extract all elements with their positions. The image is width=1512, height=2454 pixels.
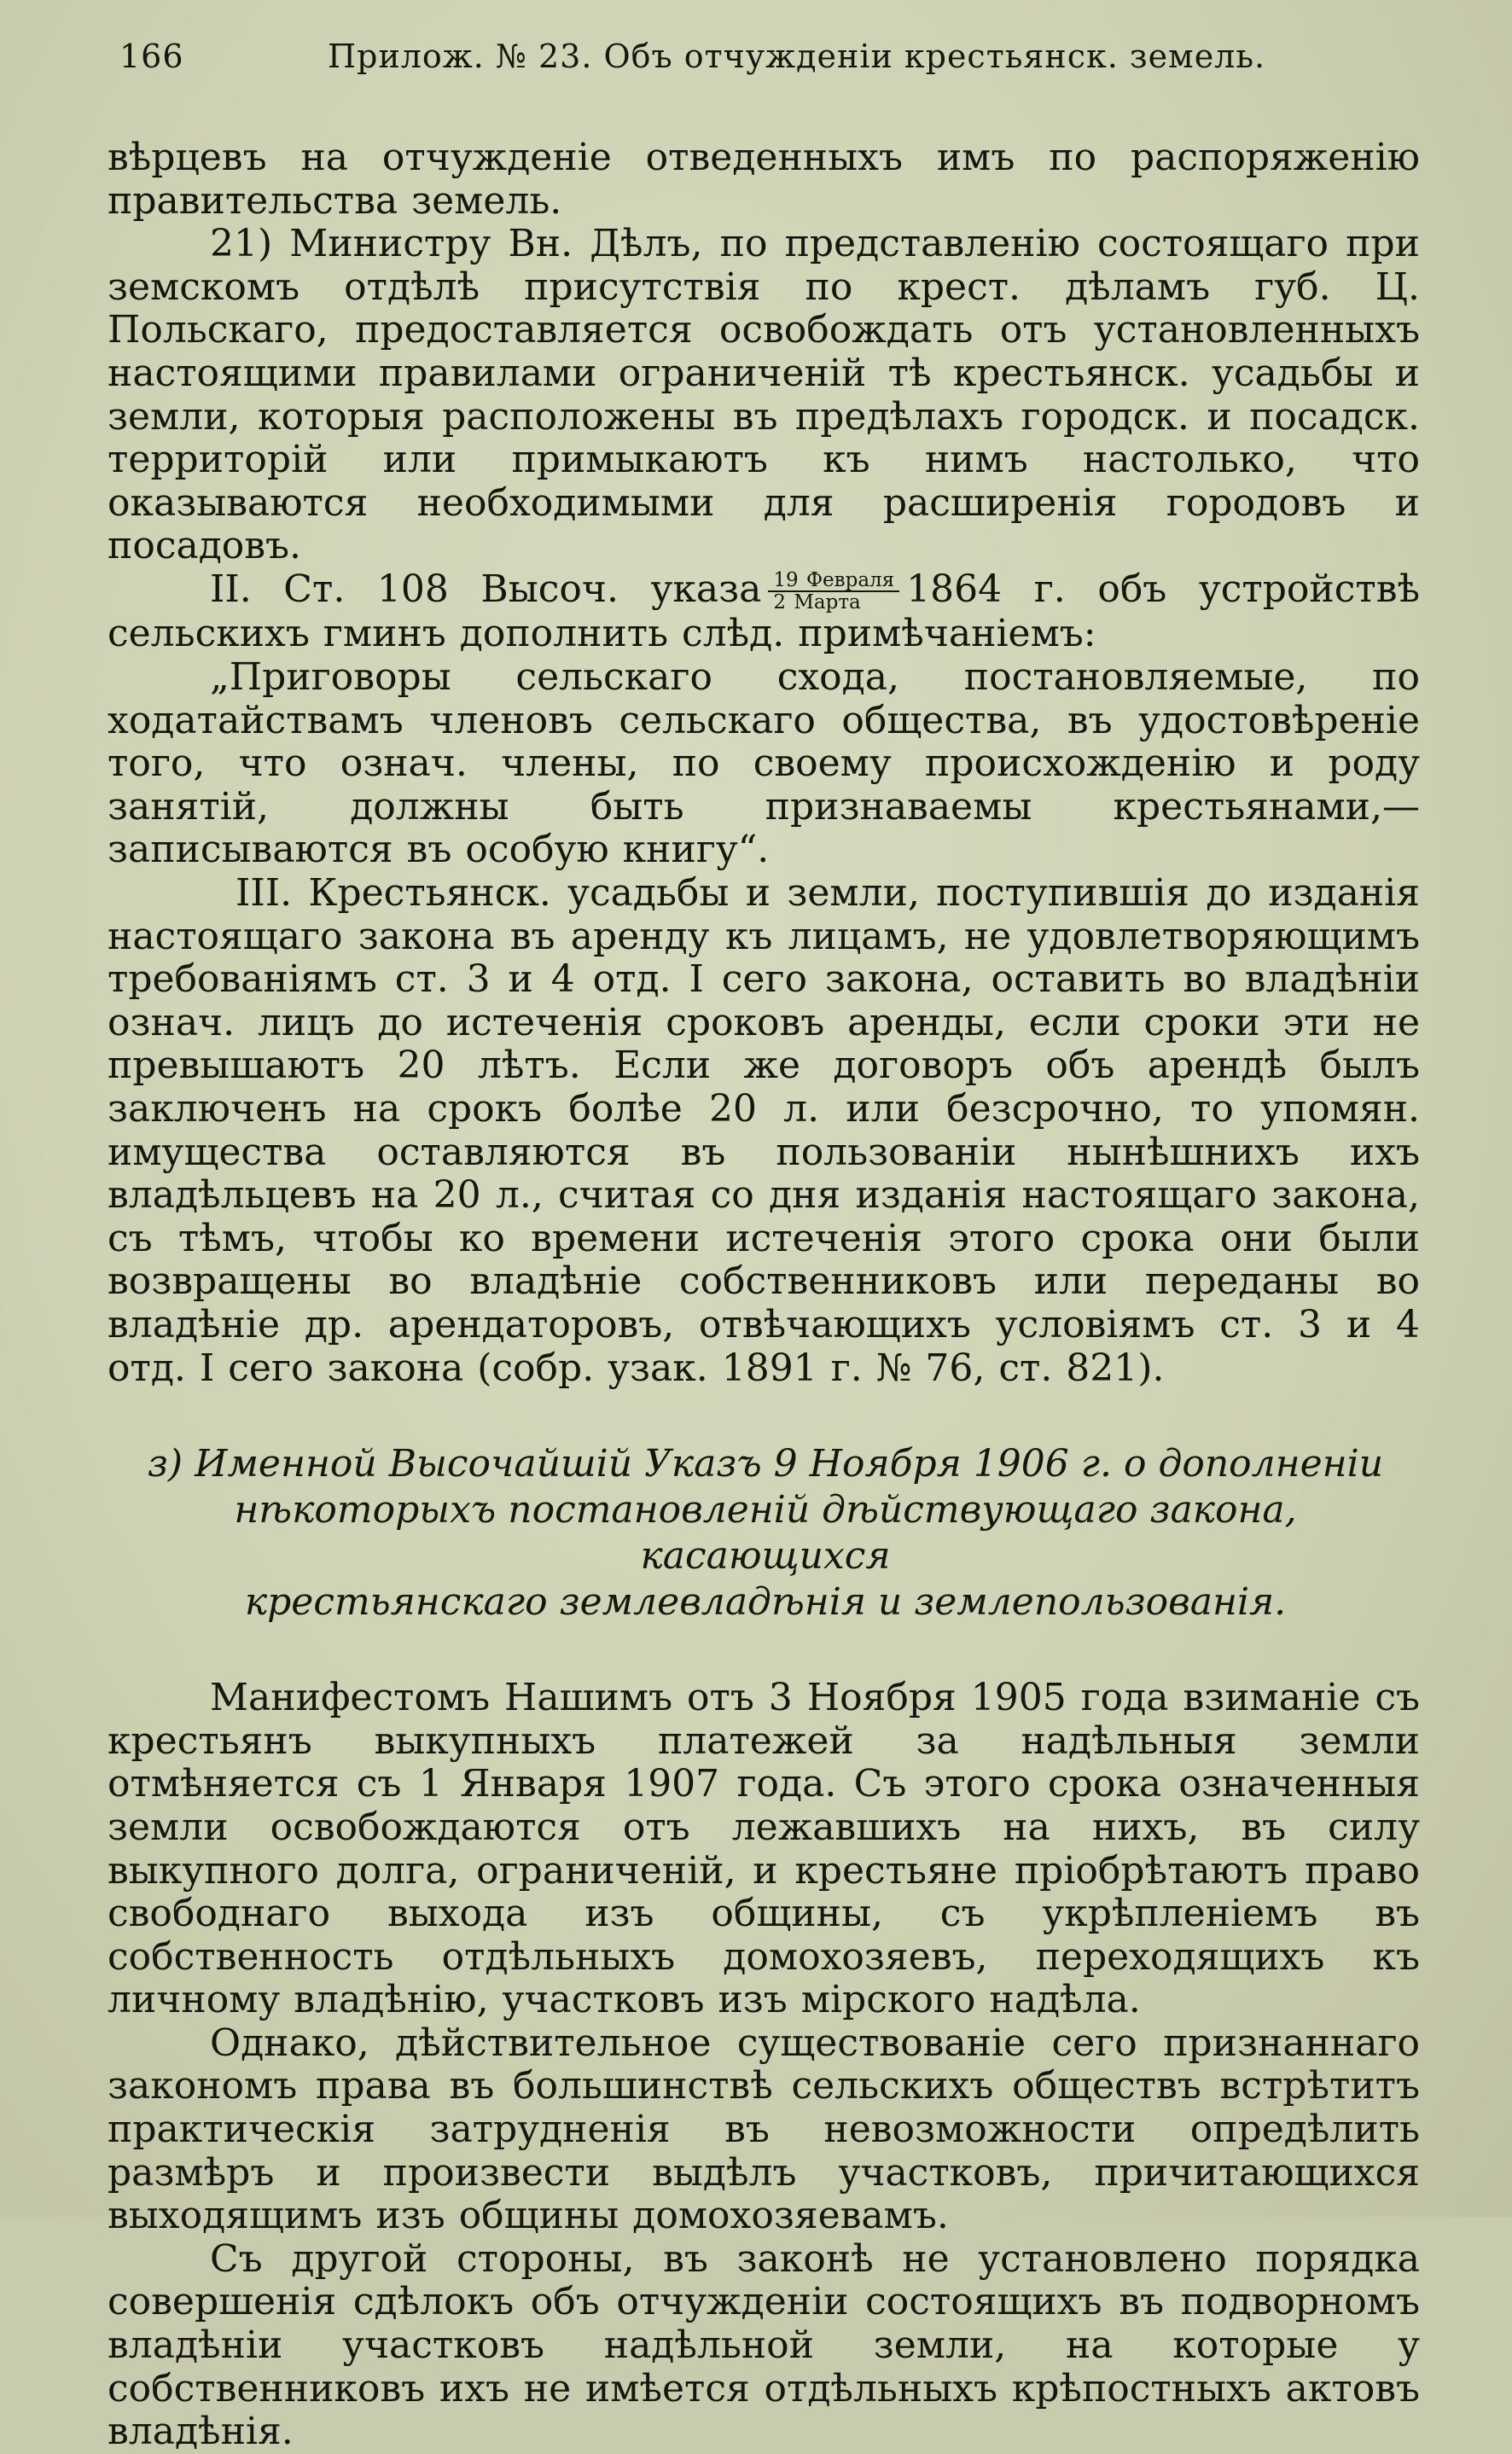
running-header xyxy=(119,38,1324,80)
page-body xyxy=(108,137,1420,2454)
paragraph-item-3: III. Крестьянск. усадьбы и земли, поступившія до изданія настоящаго закона въ аренду къ лицамъ, не удовлетворяющимъ требованіямъ ст. 3 и 4 отд. I сего закона, оставить во владѣніи означ. лицъ до истеченія сроковъ аренды, если сроки эти не превышаютъ 20 лѣтъ. Если же договоръ объ арендѣ былъ заключенъ на срокъ болѣе 20 л. или безсрочно, то упомян. имущества оставляются въ пользованіи нынѣшнихъ ихъ владѣльцевъ на 20 л., считая со дня изданія настоящаго закона, съ тѣмъ, чтобы ко времени истеченія этого срока они были возвращены во владѣніе собственниковъ или переданы во владѣніе др. арендаторовъ, отвѣчающихъ условіямъ ст. 3 и 4 отд. I сего закона (собр. узак. 1891 г. № 76, ст. 821). xyxy=(108,871,1420,1390)
section-heading-line-1: з) Именной Высочайшій Указъ 9 Ноября 1906 г. о дополненіи xyxy=(147,1442,1384,1486)
item2-text-before: II. Ст. 108 Высоч. указа xyxy=(210,567,762,611)
page-number: 166 xyxy=(119,38,184,75)
section-heading xyxy=(108,1441,1420,1625)
paragraph-however: Однако, дѣйствительное существованіе сего признаннаго закономъ права въ большинствѣ сельскихъ обществъ встрѣтитъ практическія затрудненія въ невозможности опредѣлить размѣръ и произвести выдѣлъ участковъ, причитающихся выходящимъ изъ общины домохозяевамъ. xyxy=(108,2021,1420,2238)
paragraph-continuation: вѣрцевъ на отчужденіе отведенныхъ имъ по распоряженію правительства земель. xyxy=(108,136,1420,223)
paragraph-manifesto: Манифестомъ Нашимъ отъ 3 Ноября 1905 года взиманіе съ крестьянъ выкупныхъ платежей за надѣльныя земли отмѣняется съ 1 Января 1907 года. Съ этого срока означенныя земли освобождаются отъ лежавшихъ на нихъ, въ силу выкупного долга, ограниченій, и крестьяне пріобрѣтаютъ право свободнаго выхода изъ общины, съ укрѣпленіемъ въ собственность отдѣльныхъ домохозяевъ, переходящихъ къ личному владѣнію, участковъ изъ мірского надѣла. xyxy=(108,1676,1420,2022)
item2-text-after: 1864 г. объ устройствѣ сельскихъ гминъ дополнить слѣд. примѣчаніемъ: xyxy=(108,567,1421,656)
paragraph-other-side: Съ другой стороны, въ законѣ не установлено порядка совершенія сдѣлокъ объ отчужденіи состоящихъ въ подворномъ владѣніи участковъ надѣльной земли, на которые у собственниковъ ихъ не имѣется отдѣльныхъ крѣпостныхъ актовъ владѣнія. xyxy=(108,2236,1420,2454)
fraction-denominator: 2 Марта xyxy=(773,591,861,614)
paragraph-item-2 xyxy=(108,568,1420,656)
fraction-numerator: 19 Февраля xyxy=(768,570,899,592)
quoted-note: „Приговоры сельскаго схода, постановляемые, по ходатайствамъ членовъ сельскаго общества, въ удостовѣреніе того, что означ. члены, по своему происхожденію и роду занятій, должны быть признаваемы крестьянами,—записываются въ особую книгу“. xyxy=(108,655,1420,872)
section-heading-line-2: нѣкоторыхъ постановленій дѣйствующаго закона, касающихся xyxy=(234,1488,1297,1579)
section-heading-line-3: крестьянскаго землевладѣнія и землепользованія. xyxy=(244,1580,1287,1625)
date-fraction xyxy=(768,570,899,613)
paragraph-item-21: 21) Министру Вн. Дѣлъ, по представленію состоящаго при земскомъ отдѣлѣ присутствія по крест. дѣламъ губ. Ц. Польскаго, предоставляется освобождать отъ установленныхъ настоящими правилами ограниченій тѣ крестьянск. усадьбы и земли, которыя расположены въ предѣлахъ городск. и посадск. территорій или примыкаютъ къ нимъ настолько, что оказываются необходимыми для расширенія городовъ и посадовъ. xyxy=(108,222,1420,568)
running-title: Прилож. № 23. Объ отчужденіи крестьянск. земель. xyxy=(328,38,1266,75)
